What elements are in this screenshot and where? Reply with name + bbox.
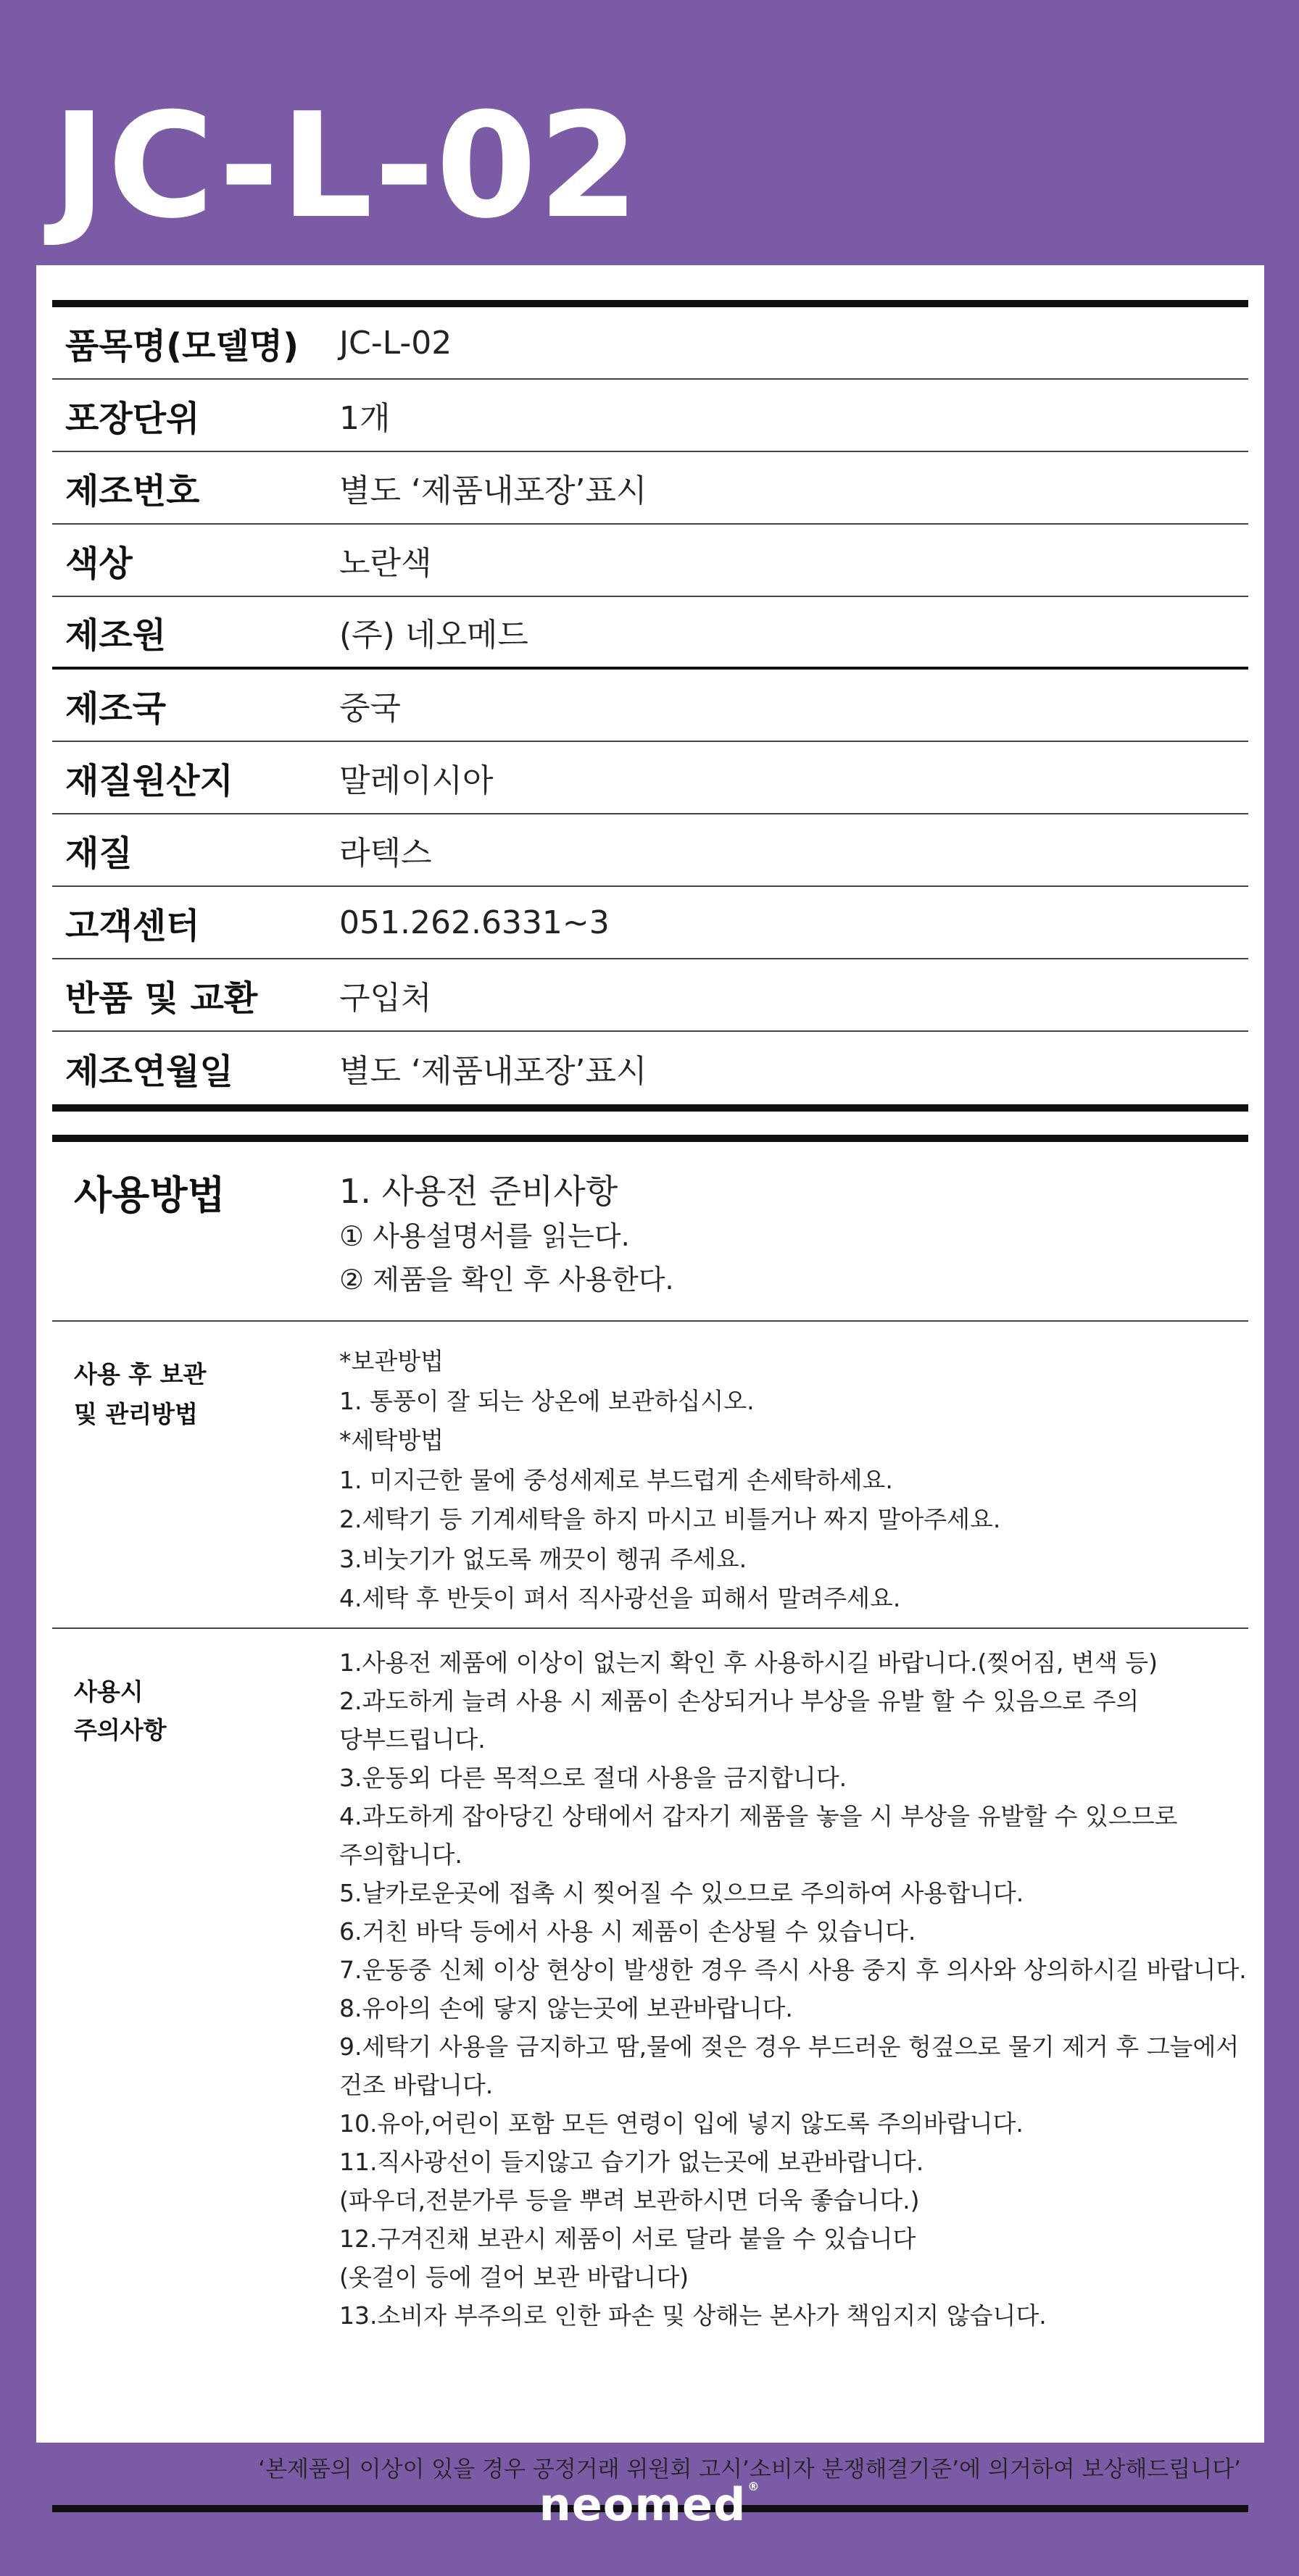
spec-row-material-origin (52, 742, 1248, 814)
spec-value: 구입처 (339, 980, 432, 1017)
section-rule (52, 1104, 1248, 1112)
caution-line: 9.세탁기 사용을 금지하고 땀,물에 젖은 경우 부드러운 헝겊으로 물기 제거 후 그늘에서 (339, 2033, 1240, 2061)
caution-line: 당부드립니다. (339, 1725, 486, 1754)
spec-row-manufacture-date (52, 1032, 1248, 1104)
spec-value: 중국 (339, 690, 402, 727)
spec-value: 노란색 (339, 545, 432, 582)
top-rule (52, 300, 1248, 307)
spec-row-returns (52, 959, 1248, 1032)
spec-row-model (52, 307, 1248, 380)
caution-line: 1.사용전 제품에 이상이 없는지 확인 후 사용하시길 바랍니다.(찢어짐, 변색 등) (339, 1648, 1158, 1677)
spec-label: 반품 및 교환 (65, 978, 258, 1019)
spec-row-material (52, 814, 1248, 887)
caution-line: 6.거친 바닥 등에서 사용 시 제품이 손상될 수 있습니다. (339, 1917, 916, 1946)
brand-logo (0, 2478, 1299, 2531)
spec-value: JC-L-02 (339, 324, 452, 362)
spec-value: 별도 ‘제품내포장’표시 (339, 472, 647, 509)
caution-line: 건조 바랍니다. (339, 2071, 494, 2099)
caution-line: 11.직사광선이 들지않고 습기가 없는곳에 보관바랍니다. (339, 2148, 924, 2176)
spec-label: 포장단위 (65, 398, 200, 439)
compensation-notice: ‘본제품의 이상이 있을 경우 공정거래 위원회 고시’소비자 분쟁해결기준’에 의거하여 보상해드립니다’ (258, 2456, 1241, 2483)
spec-label: 제조국 (65, 688, 167, 729)
care-heading (52, 1322, 339, 1627)
usage-line: 1. 사용전 준비사항 (339, 1172, 618, 1211)
section-rule (52, 1135, 1248, 1142)
caution-line: 2.과도하게 늘려 사용 시 제품이 손상되거나 부상을 유발 할 수 있음으로 주의 (339, 1687, 1140, 1715)
spec-row-color (52, 525, 1248, 597)
product-info-card (36, 265, 1264, 2483)
caution-heading (52, 1629, 339, 2419)
spec-label: 고객센터 (65, 905, 200, 946)
care-line: *세탁방법 (339, 1426, 444, 1454)
caution-heading-line: 사용시 (74, 1677, 144, 1706)
spec-value: 라텍스 (339, 835, 432, 872)
spec-label: 색상 (65, 543, 133, 584)
caution-line: (파우더,전분가루 등을 뿌려 보관하시면 더욱 좋습니다.) (339, 2186, 920, 2214)
spec-row-serial-number (52, 452, 1248, 525)
caution-line: 7.운동중 신체 이상 현상이 발생한 경우 즉시 사용 중지 후 의사와 상의하시길 바랍니다. (339, 1956, 1247, 1984)
spec-row-country (52, 670, 1248, 742)
care-line: 3.비눗기가 없도록 깨끗이 헹궈 주세요. (339, 1544, 747, 1573)
registered-mark: ® (747, 2480, 760, 2493)
usage-heading: 사용방법 (74, 1172, 225, 1218)
caution-line: 8.유아의 손에 닿지 않는곳에 보관바랍니다. (339, 1994, 793, 2022)
brand-name: neomed (539, 2478, 747, 2531)
care-line: 2.세탁기 등 기계세탁을 하지 마시고 비틀거나 짜지 말아주세요. (339, 1505, 1001, 1533)
spec-row-package-unit (52, 380, 1248, 452)
spec-row-manufacturer (52, 597, 1248, 670)
caution-line: 12.구겨진채 보관시 제품이 서로 달라 붙을 수 있습니다 (339, 2225, 916, 2253)
caution-line: 4.과도하게 잡아당긴 상태에서 갑자기 제품을 놓을 시 부상을 유발할 수 있으므로 (339, 1802, 1178, 1830)
caution-line: (옷걸이 등에 걸어 보관 바랍니다) (339, 2263, 689, 2291)
care-body (339, 1322, 1248, 1627)
product-info-content (52, 300, 1248, 2512)
care-section (52, 1322, 1248, 1629)
spec-value: (주) 네오메드 (339, 617, 528, 654)
page-title: JC-L-02 (52, 82, 641, 251)
care-line: 1. 미지근한 물에 중성세제로 부드럽게 손세탁하세요. (339, 1465, 893, 1494)
caution-line: 10.유아,어린이 포함 모든 연령이 입에 넣지 않도록 주의바랍니다. (339, 2109, 1024, 2138)
care-heading-line: 사용 후 보관 (74, 1360, 207, 1388)
care-line: 4.세탁 후 반듯이 펴서 직사광선을 피해서 말려주세요. (339, 1584, 901, 1612)
spec-value: 말레이시아 (339, 762, 494, 799)
spec-label: 제조번호 (65, 470, 200, 512)
usage-body (339, 1142, 1248, 1320)
usage-section (52, 1142, 1248, 1322)
caution-section (52, 1629, 1248, 2419)
spec-label: 재질원산지 (65, 760, 233, 801)
spec-row-customer-center (52, 887, 1248, 959)
care-line: *보관방법 (339, 1347, 444, 1375)
caution-line: 13.소비자 부주의로 인한 파손 및 상해는 본사가 책임지지 않습니다. (339, 2301, 1047, 2330)
caution-line: 주의합니다. (339, 1841, 462, 1869)
caution-line: 3.운동외 다른 목적으로 절대 사용을 금지합니다. (339, 1764, 847, 1792)
caution-body (339, 1629, 1248, 2419)
spec-label: 품목명(모델명) (65, 325, 299, 367)
spec-value: 051.262.6331~3 (339, 904, 610, 941)
spec-value: 1개 (339, 400, 391, 437)
caution-line: 5.날카로운곳에 접촉 시 찢어질 수 있으므로 주의하여 사용합니다. (339, 1879, 1024, 1907)
usage-line: ② 제품을 확인 후 사용한다. (339, 1264, 674, 1296)
usage-line: ① 사용설명서를 읽는다. (339, 1220, 630, 1252)
spec-label: 재질 (65, 833, 133, 874)
caution-heading-line: 주의사항 (74, 1716, 167, 1744)
spec-label: 제조원 (65, 614, 167, 656)
care-line: 1. 통풍이 잘 되는 상온에 보관하십시오. (339, 1386, 755, 1415)
care-heading-line: 및 관리방법 (74, 1399, 198, 1428)
spec-value: 별도 ‘제품내포장’표시 (339, 1053, 647, 1090)
spec-label: 제조연월일 (65, 1051, 233, 1092)
spec-table (52, 307, 1248, 1104)
